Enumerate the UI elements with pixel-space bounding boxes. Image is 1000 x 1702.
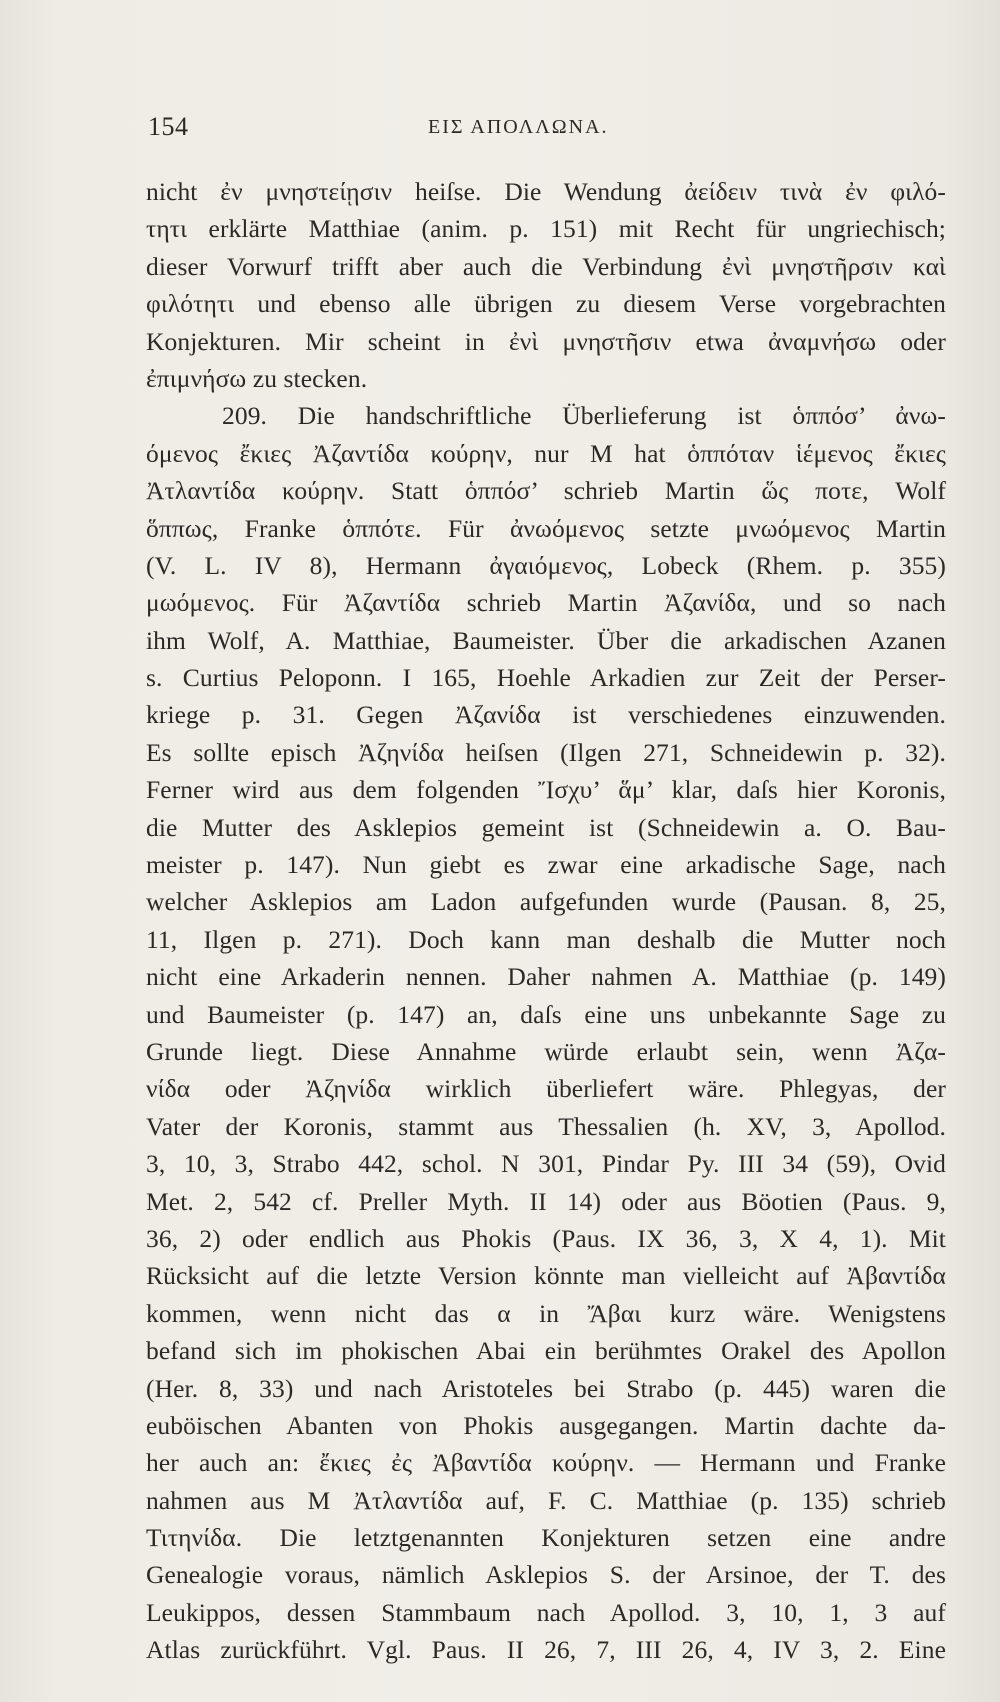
paragraph-start-line: 209. Die handschriftliche Überlieferung ist ὁππόσ’ ἀνω- — [222, 401, 946, 431]
text-line: dieser Vorwurf trifft aber auch die Verbindung ἐνὶ μνηστῆρσιν καὶ — [146, 251, 946, 281]
text-line: nicht eine Arkaderin nennen. Daher nahmen A. Matthiae (p. 149) — [146, 962, 946, 992]
text-line: s. Curtius Peloponn. I 165, Hoehle Arkadien zur Zeit der Perser- — [146, 663, 946, 693]
text-line: Atlas zurückführt. Vgl. Paus. II 26, 7, III 26, 4, IV 3, 2. Eine — [146, 1635, 946, 1665]
text-line: φιλότητι und ebenso alle übrigen zu diesem Verse vorgebrachten — [146, 289, 946, 319]
text-line: Met. 2, 542 cf. Preller Myth. II 14) oder aus Böotien (Paus. 9, — [146, 1186, 946, 1216]
body-text — [146, 173, 946, 1669]
text-line: νίδα oder Ἀζηνίδα wirklich überliefert wäre. Phlegyas, der — [146, 1074, 946, 1104]
text-line: Leukippos, dessen Stammbaum nach Apollod. 3, 10, 1, 3 auf — [146, 1597, 946, 1627]
page-number: 154 — [148, 112, 189, 141]
text-line: nahmen aus M Ἀτλαντίδα auf, F. C. Matthiae (p. 135) schrieb — [146, 1485, 946, 1515]
text-line: Ferner wird aus dem folgenden Ἴσχυ’ ἅμ’ klar, daſs hier Koronis, — [146, 775, 946, 805]
text-line: ὅππως, Franke ὁππότε. Für ἀνωόμενος setzte μνωόμενος Martin — [146, 513, 946, 543]
text-line: ἐπιμνήσω zu stecken. — [146, 363, 368, 393]
text-line: Τιτηνίδα. Die letztgenannten Konjekturen setzen eine andre — [146, 1523, 946, 1553]
text-line: 36, 2) oder endlich aus Phokis (Paus. IX 36, 3, X 4, 1). Mit — [146, 1223, 946, 1253]
running-head: ΕΙΣ ΑΠΟΛΛΩΝΑ. — [428, 116, 609, 138]
text-line: 11, Ilgen p. 271). Doch kann man deshalb die Mutter noch — [146, 924, 946, 954]
text-line: Es sollte episch Ἀζηνίδα heiſsen (Ilgen 271, Schneidewin p. 32). — [146, 737, 946, 767]
text-line: όμενος ἔκιες Ἀζαντίδα κούρην, nur M hat ὁππόταν ἱέμενος ἔκιες — [146, 438, 946, 468]
text-line: μωόμενος. Für Ἀζαντίδα schrieb Martin Ἀζανίδα, und so nach — [146, 588, 946, 618]
text-line: Grunde liegt. Diese Annahme würde erlaubt sein, wenn Ἀζα- — [146, 1036, 946, 1066]
text-line: und Baumeister (p. 147) an, daſs eine uns unbekannte Sage zu — [146, 999, 946, 1029]
text-line: welcher Asklepios am Ladon aufgefunden wurde (Pausan. 8, 25, — [146, 887, 946, 917]
text-line: kommen, wenn nicht das α in Ἄβαι kurz wäre. Wenigstens — [146, 1298, 946, 1328]
text-line: Ἀτλαντίδα κούρην. Statt ὁππόσ’ schrieb Martin ὥς ποτε, Wolf — [146, 476, 946, 506]
text-line: τητι erklärte Matthiae (anim. p. 151) mit Recht für ungriechisch; — [146, 214, 946, 244]
text-line: her auch an: ἔκιες ἐς Ἀβαντίδα κούρην. — Hermann und Franke — [146, 1448, 946, 1478]
page-header — [148, 112, 948, 152]
text-line: Konjekturen. Mir scheint in ἐνὶ μνηστῆσιν etwa ἀναμνήσω oder — [146, 326, 946, 356]
text-line: Genealogie voraus, nämlich Asklepios S. der Arsinoe, der T. des — [146, 1560, 946, 1590]
text-line: kriege p. 31. Gegen Ἀζανίδα ist verschiedenes einzuwenden. — [146, 700, 946, 730]
text-line: Rücksicht auf die letzte Version könnte man vielleicht auf Ἀβαντίδα — [146, 1261, 946, 1291]
text-line: 3, 10, 3, Strabo 442, schol. N 301, Pindar Py. III 34 (59), Ovid — [146, 1149, 946, 1179]
text-line: (Her. 8, 33) und nach Aristoteles bei Strabo (p. 445) waren die — [146, 1373, 946, 1403]
text-line: meister p. 147). Nun giebt es zwar eine arkadische Sage, nach — [146, 850, 946, 880]
text-line: ihm Wolf, A. Matthiae, Baumeister. Über die arkadischen Azanen — [146, 625, 946, 655]
text-line: (V. L. IV 8), Hermann ἀγαιόμενος, Lobeck (Rhem. p. 355) — [146, 550, 946, 580]
text-line: Vater der Koronis, stammt aus Thessalien (h. XV, 3, Apollod. — [146, 1111, 946, 1141]
text-line: befand sich im phokischen Abai ein berühmtes Orakel des Apollon — [146, 1336, 946, 1366]
text-line: euböischen Abanten von Phokis ausgegangen. Martin dachte da- — [146, 1410, 946, 1440]
text-line: nicht ἐν μνηστείῃσιν heiſse. Die Wendung ἀείδειν τινὰ ἐν φιλό- — [146, 177, 946, 206]
text-line: die Mutter des Asklepios gemeint ist (Schneidewin a. O. Bau- — [146, 812, 946, 842]
